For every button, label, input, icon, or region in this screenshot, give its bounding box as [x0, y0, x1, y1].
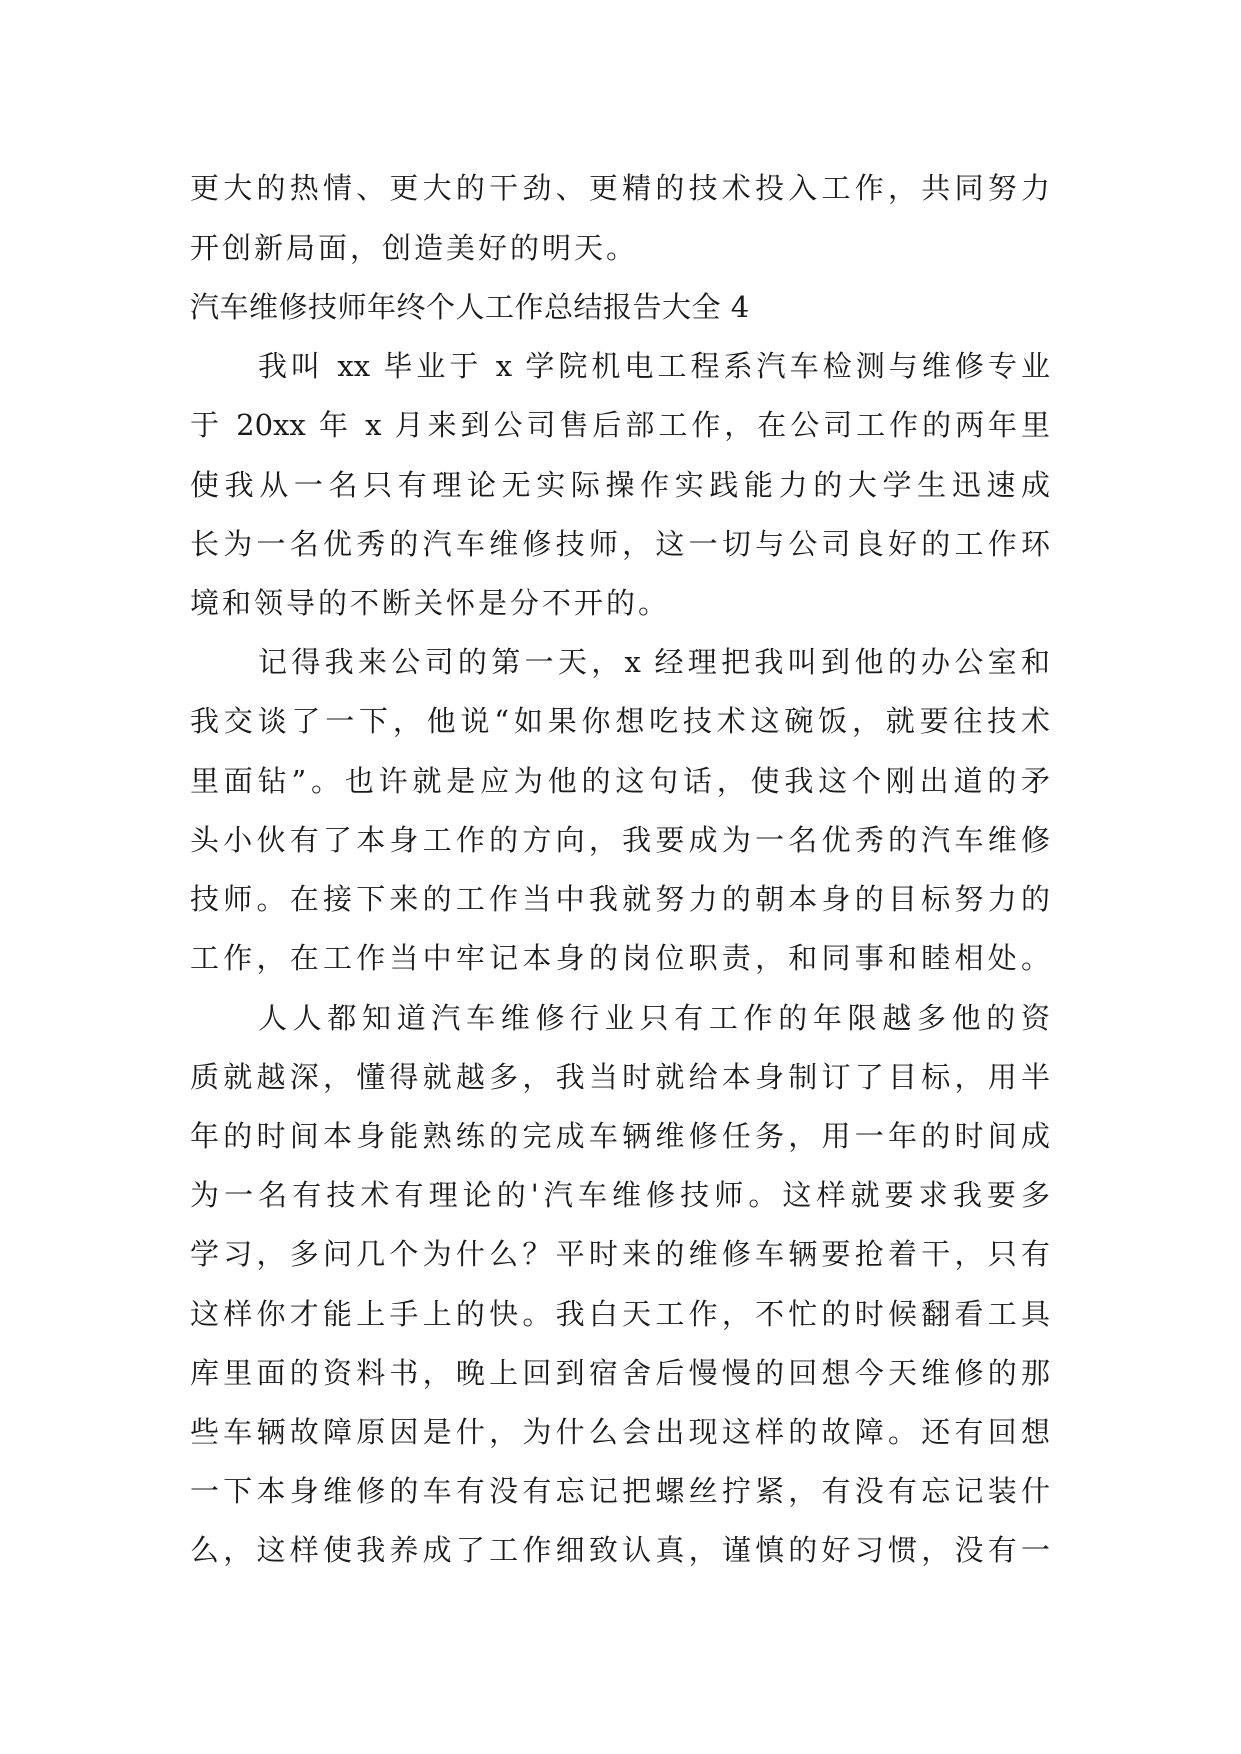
paragraph-1-line-3: 使我从一名只有理论无实际操作实践能力的大学生迅速成 — [190, 468, 1050, 502]
paragraph-3-line-6: 这样你才能上手上的快。我白天工作，不忙的时候翻看工具 — [190, 1297, 1050, 1331]
paragraph-1-line-1: 我叫 xx 毕业于 x 学院机电工程系汽车检测与维修专业 — [258, 349, 1050, 383]
paragraph-1-line-5: 境和领导的不断关怀是分不开的。 — [190, 586, 671, 620]
paragraph-2-line-5: 技师。在接下来的工作当中我就努力的朝本身的目标努力的 — [190, 882, 1050, 916]
paragraph-2-line-3: 里面钻”。也许就是应为他的这句话，使我这个刚出道的矛 — [190, 764, 1050, 798]
paragraph-1-line-2: 于 20xx 年 x 月来到公司售后部工作，在公司工作的两年里 — [190, 408, 1050, 442]
paragraph-3-line-4: 为一名有技术有理论的'汽车维修技师。这样就要求我要多 — [190, 1178, 1050, 1212]
paragraph-3-line-2: 质就越深，懂得就越多，我当时就给本身制订了目标，用半 — [190, 1060, 1050, 1094]
paragraph-3-line-8: 些车辆故障原因是什，为什么会出现这样的故障。还有回想 — [190, 1415, 1050, 1449]
section-title: 汽车维修技师年终个人工作总结报告大全 4 — [190, 290, 750, 324]
paragraph-1-line-4: 长为一名优秀的汽车维修技师，这一切与公司良好的工作环 — [190, 527, 1050, 561]
intro-line-1: 更大的热情、更大的干劲、更精的技术投入工作，共同努力 — [190, 171, 1050, 205]
paragraph-3-line-1: 人人都知道汽车维修行业只有工作的年限越多他的资 — [258, 1001, 1050, 1035]
intro-line-2: 开创新局面，创造美好的明天。 — [190, 231, 639, 265]
paragraph-2-line-1: 记得我来公司的第一天，x 经理把我叫到他的办公室和 — [258, 645, 1050, 679]
paragraph-2-line-4: 头小伙有了本身工作的方向，我要成为一名优秀的汽车维修 — [190, 823, 1050, 857]
paragraph-3-line-9: 一下本身维修的车有没有忘记把螺丝拧紧，有没有忘记装什 — [190, 1474, 1050, 1508]
paragraph-3-line-3: 年的时间本身能熟练的完成车辆维修任务，用一年的时间成 — [190, 1119, 1050, 1153]
paragraph-2-line-2: 我交谈了一下，他说“如果你想吃技术这碗饭，就要往技术 — [190, 704, 1050, 738]
paragraph-3-line-7: 库里面的资料书，晚上回到宿舍后慢慢的回想今天维修的那 — [190, 1356, 1050, 1390]
paragraph-2-line-6: 工作，在工作当中牢记本身的岗位职责，和同事和睦相处。 — [190, 941, 1050, 975]
paragraph-3-line-5: 学习，多问几个为什么？平时来的维修车辆要抢着干，只有 — [190, 1237, 1050, 1271]
paragraph-3-line-10: 么，这样使我养成了工作细致认真，谨慎的好习惯，没有一 — [190, 1533, 1050, 1567]
